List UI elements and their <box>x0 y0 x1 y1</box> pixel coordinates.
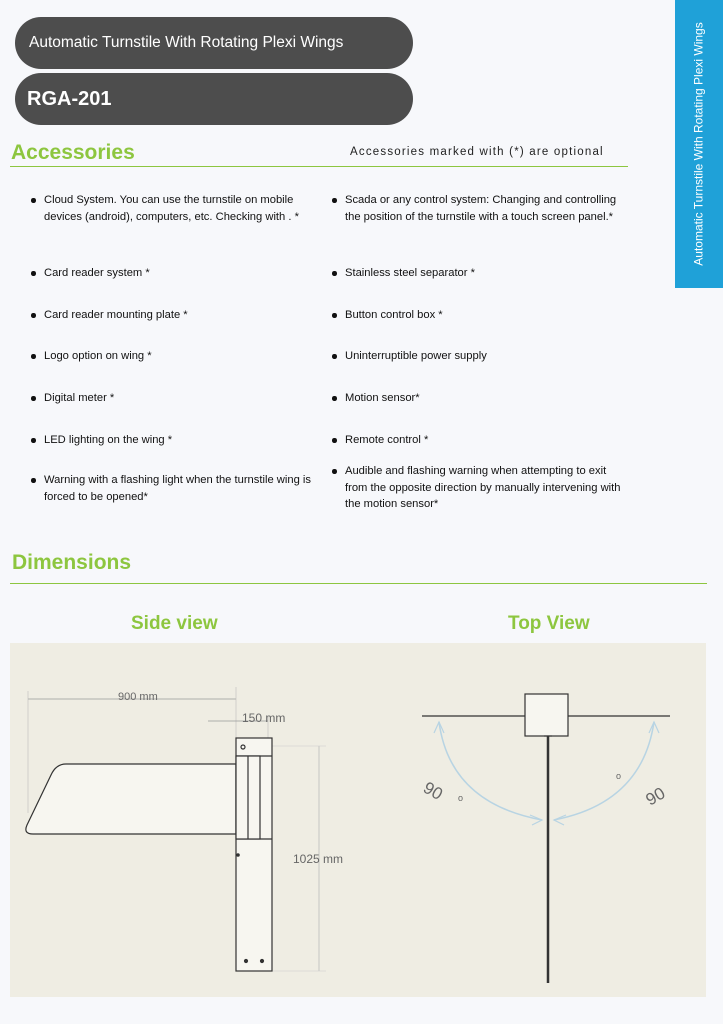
angle-label-right: 90 <box>642 783 669 810</box>
post-bolt-left <box>245 960 248 963</box>
accessories-divider <box>10 166 628 167</box>
list-item: Scada or any control system: Changing and controlling the position of the turnstile with a touch screen panel.* <box>331 192 631 225</box>
list-item: Uninterruptible power supply <box>331 348 631 365</box>
list-item: Audible and flashing warning when attempting to exit from the opposite direction by manually intervening with the motion sensor* <box>331 463 631 513</box>
optional-note: Accessories marked with (*) are optional <box>350 146 604 158</box>
list-item: Card reader mounting plate * <box>30 307 315 324</box>
list-item: Card reader system * <box>30 265 315 282</box>
list-item: Button control box * <box>331 307 631 324</box>
side-tab <box>675 0 723 288</box>
height-dimension-label: 1025 mm <box>293 852 344 866</box>
post-bolt-right <box>261 960 264 963</box>
swing-arc-right <box>554 722 654 820</box>
top-view-drawing <box>422 694 670 983</box>
degree-mark-right: o <box>616 771 622 781</box>
plexi-wing <box>26 764 236 834</box>
swing-arc-left <box>439 722 542 820</box>
top-view-label: Top View <box>508 613 590 634</box>
list-item: Cloud System. You can use the turnstile on mobile devices (android), computers, etc. Checking with . * <box>30 192 315 225</box>
list-item: Stainless steel separator * <box>331 265 631 282</box>
post-top-box <box>525 694 568 736</box>
degree-mark-left: o <box>458 793 464 803</box>
list-item: Digital meter * <box>30 390 315 407</box>
drawing-canvas <box>10 643 706 997</box>
document-title-pill <box>15 17 413 69</box>
side-view-drawing <box>26 687 326 971</box>
accessories-heading: Accessories <box>11 141 135 164</box>
document-title: Automatic Turnstile With Rotating Plexi Wings <box>29 34 344 51</box>
post-pin <box>237 854 239 856</box>
side-tab-label: Automatic Turnstile With Rotating Plexi Wings <box>692 22 707 266</box>
dimensions-heading: Dimensions <box>12 551 132 574</box>
list-item: Remote control * <box>331 432 631 449</box>
list-item: Logo option on wing * <box>30 348 315 365</box>
technical-drawing <box>10 643 706 997</box>
width-dimension-label: 900 mm <box>118 691 158 703</box>
list-item: LED lighting on the wing * <box>30 432 315 449</box>
model-number: RGA-201 <box>27 87 112 110</box>
dimensions-divider <box>10 583 707 584</box>
list-item: Warning with a flashing light when the turnstile wing is forced to be opened* <box>30 472 315 505</box>
angle-label-left: 90 <box>420 778 446 804</box>
model-pill <box>15 73 413 125</box>
list-item: Motion sensor* <box>331 390 631 407</box>
side-view-label: Side view <box>131 613 218 634</box>
post-dimension-label: 150 mm <box>242 711 286 725</box>
